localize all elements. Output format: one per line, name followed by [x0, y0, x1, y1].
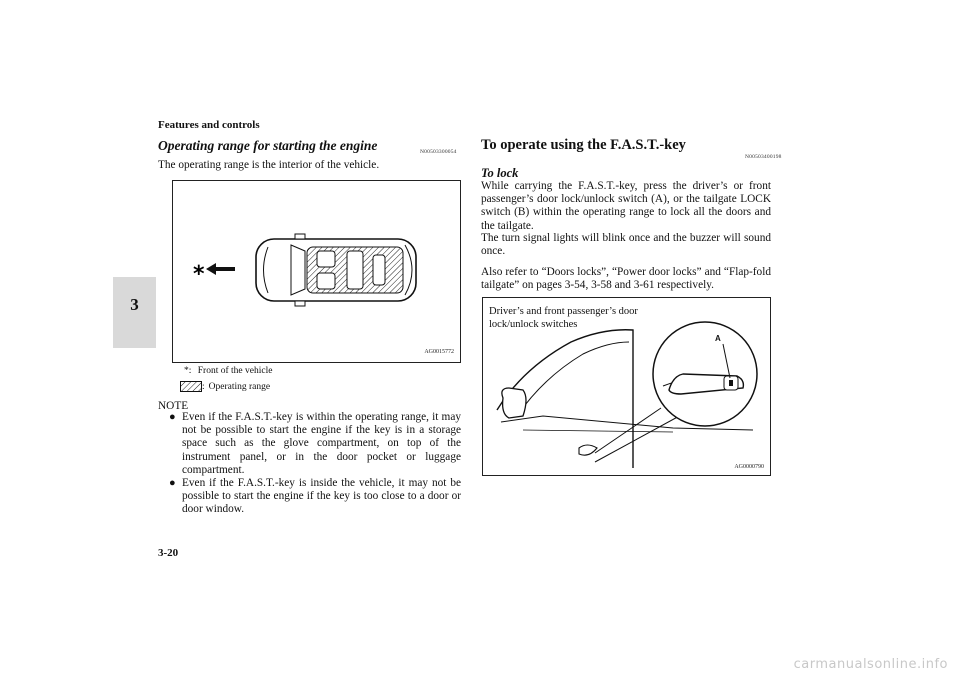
para-lock-instructions: While carrying the F.A.S.T.-key, press the driver’s or front passenger’s door lock/unlock switch (A), or the tailgate LOCK switch (B) within the operating range to lock all the doors and the tailgate. — [481, 180, 771, 232]
heading-fast-key: To operate using the F.A.S.T.-key — [481, 137, 686, 153]
legend-marker: *: — [184, 366, 192, 376]
legend-marker: : — [202, 381, 205, 392]
note-item — [169, 411, 461, 477]
bullet-icon: ● — [169, 411, 176, 423]
figure-code: AG0015772 — [424, 349, 454, 355]
legend-front — [184, 366, 272, 376]
figure-door-switch — [482, 297, 771, 476]
section-number: 3 — [130, 295, 139, 314]
legend-range — [180, 381, 270, 392]
heading-code: N00503400198 — [745, 154, 782, 160]
para-refer: Also refer to “Doors locks”, “Power door locks” and “Flap-fold tailgate” on pages 3-54, 3-58 and 3-61 respectively. — [481, 266, 771, 292]
heading-operating-range: Operating range for starting the engine — [158, 138, 378, 153]
note-item — [169, 477, 461, 517]
heading-code: N00503300054 — [420, 149, 457, 155]
note-list — [169, 411, 461, 517]
running-header: Features and controls — [158, 119, 260, 131]
figure-code: AG0000790 — [734, 464, 764, 470]
figure-operating-range — [172, 180, 461, 363]
legend-text: Operating range — [208, 381, 271, 392]
legend-text: Front of the vehicle — [197, 366, 273, 376]
watermark: carmanualsonline.info — [793, 657, 948, 672]
para-turn-signal: The turn signal lights will blink once and the buzzer will sound once. — [481, 232, 771, 258]
intro-text: The operating range is the interior of the vehicle. — [158, 159, 380, 171]
door-handle-illustration — [483, 298, 770, 475]
bullet-icon: ● — [169, 477, 176, 490]
page-number: 3-20 — [158, 547, 179, 559]
caption-line: lock/unlock switches — [489, 319, 578, 330]
note-label: NOTE — [158, 400, 189, 412]
caption-line: Driver’s and front passenger’s door — [489, 306, 638, 317]
front-marker-icon: * — [193, 262, 205, 287]
note-text: Even if the F.A.S.T.-key is within the operating range, it may not be possible to start the engine if the key is in a storage space such as the glove compartment, on top of the instrument panel, or in the door pocket or luggage compartment. — [182, 411, 461, 476]
note-text: Even if the F.A.S.T.-key is inside the vehicle, it may not be possible to start the engine if the key is too close to a door or door window. — [182, 477, 461, 516]
car-top-view-illustration — [173, 181, 460, 362]
section-tab — [113, 277, 156, 348]
hatch-swatch-icon — [180, 381, 202, 392]
label-a: A — [715, 334, 721, 343]
subheading-to-lock: To lock — [481, 166, 519, 180]
